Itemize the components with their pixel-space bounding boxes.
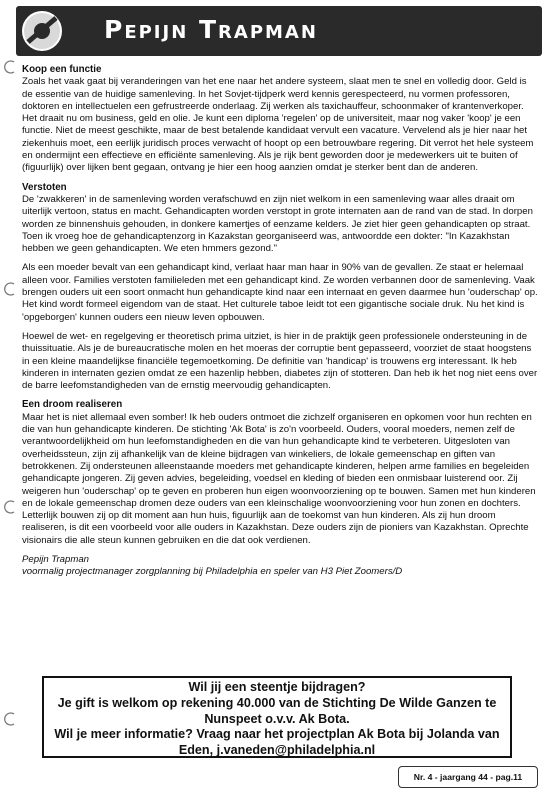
page-header	[16, 6, 542, 56]
page-title: Pepijn Trapman	[104, 15, 318, 44]
callout-line: Eden, j.vaneden@philadelphia.nl	[178, 743, 376, 758]
section-heading: Verstoten	[22, 181, 67, 193]
punch-hole-icon	[2, 500, 16, 514]
logo-icon	[20, 8, 64, 54]
section-heading: Koop een functie	[22, 64, 102, 75]
callout-line: Je gift is welkom op rekening 40.000 van de Stichting De Wilde Ganzen te	[57, 695, 497, 710]
callout-line: Wil jij een steentje bijdragen?	[188, 680, 366, 694]
author-role: voormalig projectmanager zorgplanning bij Philadelphia en speler van H3 Piet Zoomers/D	[22, 566, 403, 578]
donation-callout	[42, 676, 512, 758]
page-footer: Nr. 4 - jaargang 44 - pag.11	[398, 766, 538, 788]
punch-hole-icon	[2, 712, 16, 726]
punch-hole-icon	[2, 282, 16, 296]
article-body	[22, 64, 538, 579]
paragraph: De 'zwakkeren' in de samenleving worden verafschuwd en zijn niet welkom in een samenleving waar alles draait om uiterlijk vertoon, status en macht. Gehandicapten worden verstopt in grote internaten aan de rand van de stad. In dorpen worden ze binnenshuis gehouden, in donkere kamertjes of eenzame kelders. Je ziet hier geen gehandicapten op straat. Toen ik vroeg hoe de gehandicaptenzorg in Kazakstan georganiseerd was, antwoordde een dokter: "In Kazakhstan hebben we geen gehandicapten. We eten hmmers gezond."	[22, 193, 533, 255]
paragraph: Als een moeder bevalt van een gehandicapt kind, verlaat haar man haar in 90% van de gevallen. Ze staat er helemaal alleen voor. Families verstoten familieleden met een gehandicapt kind. Ze worden verbannen door de samenleving. Vaak brengen ouders uit een soort onmacht hun gehandicapte kind naar een internaat en geven daarmee hun 'ouderschap' op. Het kind wordt formeel eigendom van de staat. Het culturele taboe leidt tot een gigantische sociale druk. Nu het kind is 'opgeborgen' kunnen ouders een nieuw leven opbouwen.	[22, 262, 538, 323]
callout-line: Wil je meer informatie? Vraag naar het projectplan Ak Bota bij Jolanda van	[54, 727, 500, 742]
signature	[22, 554, 538, 579]
punch-hole-icon	[2, 60, 16, 74]
author-name: Pepijn Trapman	[22, 553, 90, 565]
paragraph: Maar het is niet allemaal even somber! Ik heb ouders ontmoet die zichzelf organiseren en opkomen voor hun rechten en die van hun gehandicapte kinderen. De stichting 'Ak Bota' is zo'n voorbeeld. Ouders, vooral moeders, nemen zelf de verantwoordelijkheid om hun leefomstandigheden en die van hun gehandicapte kind te verbeteren. Uitgesloten van overheidssteun, zijn zij afhankelijk van de kleine bijdragen van winkeliers, de lokale gemeenschap en giften van betrokkenen. Zij ondersteunen alleenstaande moeders met gehandicapte kinderen, helpen arme families en begeleiden gehandicapte jongeren. Zij geven advies, begeleiding, voedsel en kleding of bieden een onmisbaar luisterend oor. Zij weigeren hun 'ouderschap' op te geven en proberen hun eigen woonvoorziening op te bouwen. Samen met hun kinderen en de lokale gemeenschap dromen deze ouders van een kleinschalige woonvoorziening voor hun zonen en dochters. Letterlijk bouwen zij op dit moment aan hun huis, figuurlijk aan de toekomst van hun kinderen. Als zij hun droom realiseren, is dit een voorbeeld voor alle ouders in Kazakhstan. Deze ouders zijn de pioniers van Kazakhstan. Oprechte visionairs die alle steun kunnen gebruiken en die dat ook verdienen.	[22, 411, 536, 546]
callout-line: Nunspeet o.v.v. Ak Bota.	[204, 711, 350, 726]
paragraph: Zoals het vaak gaat bij veranderingen van het ene naar het andere systeem, slaat men te snel en volledig door. Geld is de essentie van de huidige samenleving. In het Sovjet-tijdperk werd kennis gerespecteerd, nu vormen professoren, doktoren en intellectuelen een gefrustreerde onderlaag. Zij werken als taxichauffeur, schoonmaker of krantenverkoper. Het draait nu om business, geld en olie. Je kunt een diploma 'regelen' op de universiteit, maar nog vaker 'koop' je een functie. Niet de meest geschikte, maar de best betalende kandidaat vervult een vacature. Vervelend als je hier naar het ziekenhuis moet, een eerlijk juridisch proces verwacht of hoopt op een betrouwbare regering. Dit verrot het hele systeem en ondermijnt een effectieve en efficiënte samenleving. Als je rijk bent geworden door je medewerkers uit te buiten of (figuurlijk) over lijken bent gegaan, ontvang je hier een hoog aanzien omdat je sterker bent dan de anderen.	[22, 76, 534, 174]
paragraph: Hoewel de wet- en regelgeving er theoretisch prima uitziet, is hier in de praktijk geen professionele ondersteuning in de thuissituatie. Als je de bureaucratische molen en het moeras der corruptie bent gepasseerd, voorziet de staat hoogstens in een kleine maandelijkse financiële tegemoetkoming. De definitie van 'handicap' is trouwens erg interessant. Ik heb kinderen in internaten gezien omdat ze een hazenlip hebben, diabetes zijn of stotteren. Dan heb ik het nog niet eens over de barre leefomstandigheden van de ernstig meervoudig gehandicapten.	[22, 330, 538, 392]
section-heading: Een droom realiseren	[22, 399, 123, 411]
